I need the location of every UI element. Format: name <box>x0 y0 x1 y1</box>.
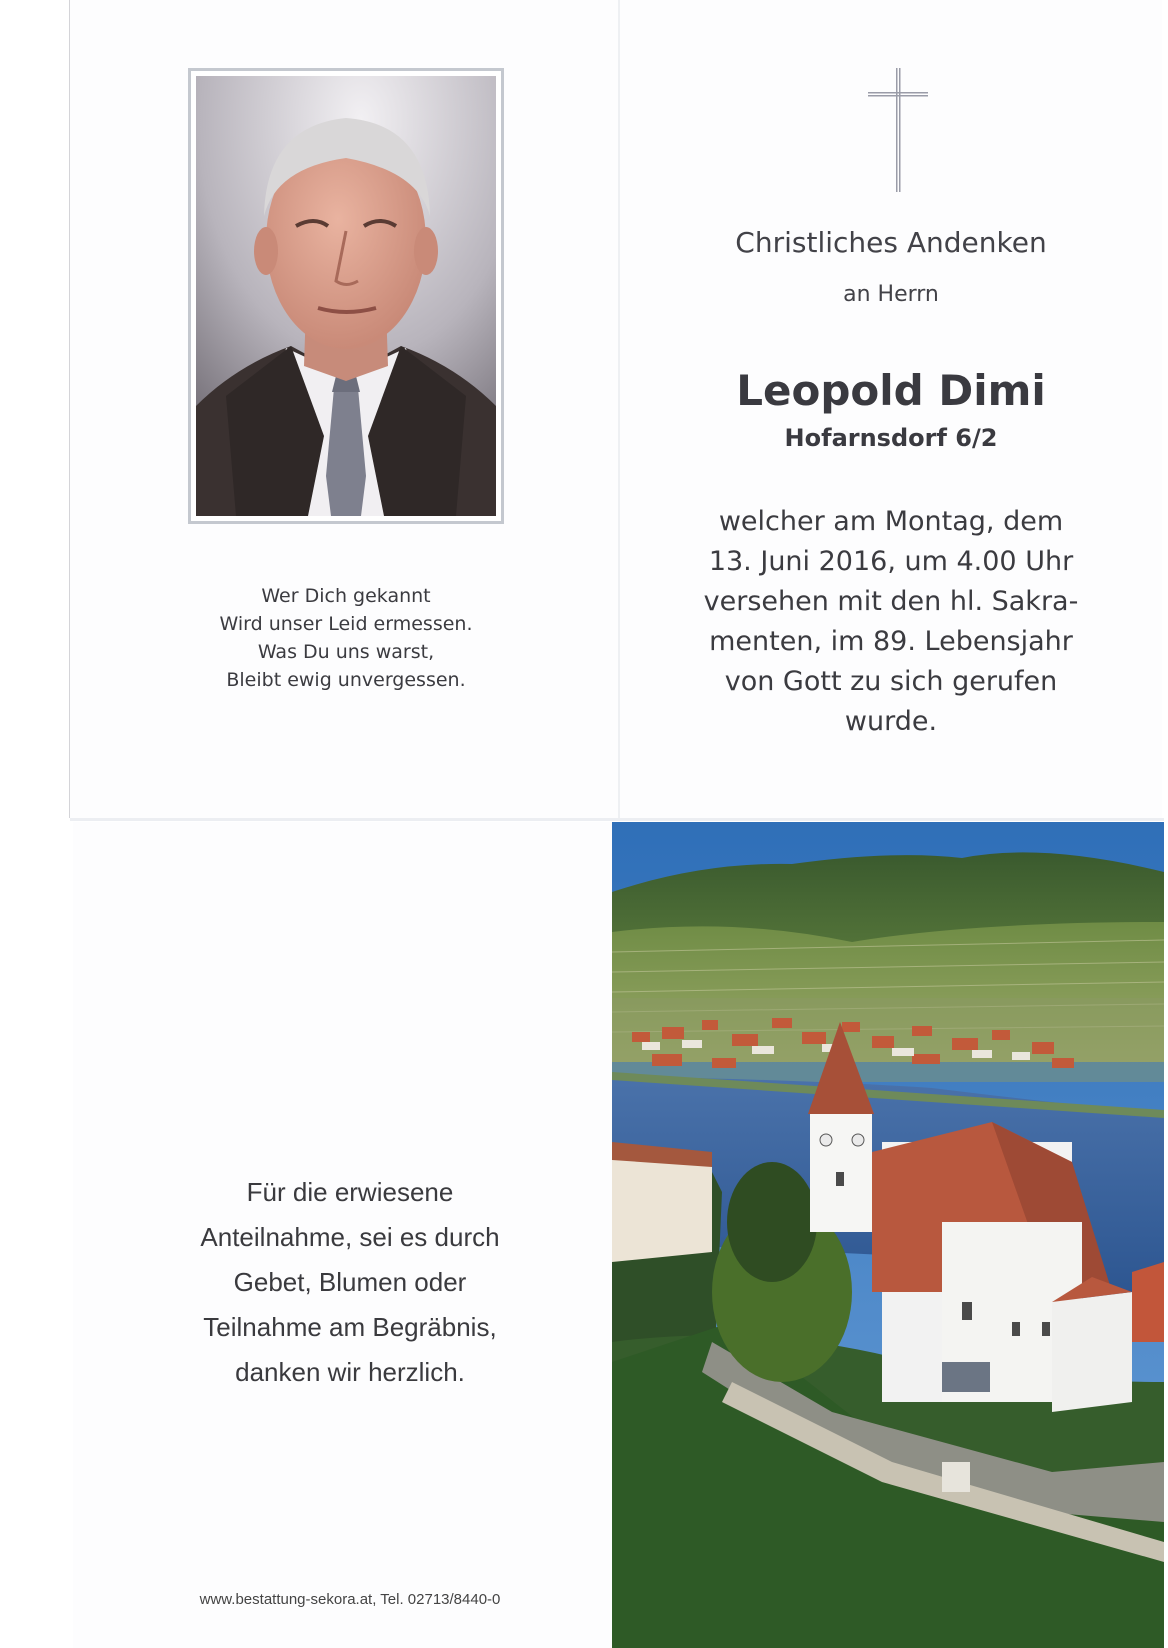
landscape-photo-panel <box>612 822 1164 1648</box>
verse-line: Wird unser Leid ermessen. <box>219 613 473 635</box>
verse-line: Was Du uns warst, <box>257 641 435 663</box>
memorial-verse <box>188 582 504 694</box>
death-notice-line: 13. Juni 2016, um 4.00 Uhr <box>708 546 1074 577</box>
verse-line: Wer Dich gekannt <box>261 585 431 607</box>
death-notice-line: wurde. <box>844 706 938 737</box>
thanks-line: Teilnahme am Begräbnis, <box>203 1312 497 1342</box>
death-notice-line: von Gott zu sich gerufen <box>724 666 1058 697</box>
death-notice-line: menten, im 89. Lebensjahr <box>709 626 1073 657</box>
fold-line-horizontal <box>70 818 1164 821</box>
verse-line: Bleibt ewig unvergessen. <box>226 669 466 691</box>
thanks-line: danken wir herzlich. <box>235 1357 465 1387</box>
thanks-line: Gebet, Blumen oder <box>233 1267 467 1297</box>
funeral-home-contact: www.bestattung-sekora.at, Tel. 02713/8440-0 <box>199 1591 501 1608</box>
death-notice-line: welcher am Montag, dem <box>718 506 1064 537</box>
portrait-photo <box>188 68 504 524</box>
deceased-name: Leopold Dimi <box>736 366 1046 415</box>
cross-icon <box>866 66 930 194</box>
thanks-line: Für die erwiesene <box>246 1177 454 1207</box>
memorial-heading: Christliches Andenken <box>735 226 1047 259</box>
death-notice-line: versehen mit den hl. Sakra- <box>703 586 1079 617</box>
memorial-subheading: an Herrn <box>843 282 939 307</box>
death-notice <box>620 502 1162 742</box>
thanks-message <box>150 1170 550 1395</box>
thanks-line: Anteilnahme, sei es durch <box>200 1222 500 1252</box>
church-landscape-photo <box>612 822 1164 1648</box>
deceased-address: Hofarnsdorf 6/2 <box>784 424 998 452</box>
